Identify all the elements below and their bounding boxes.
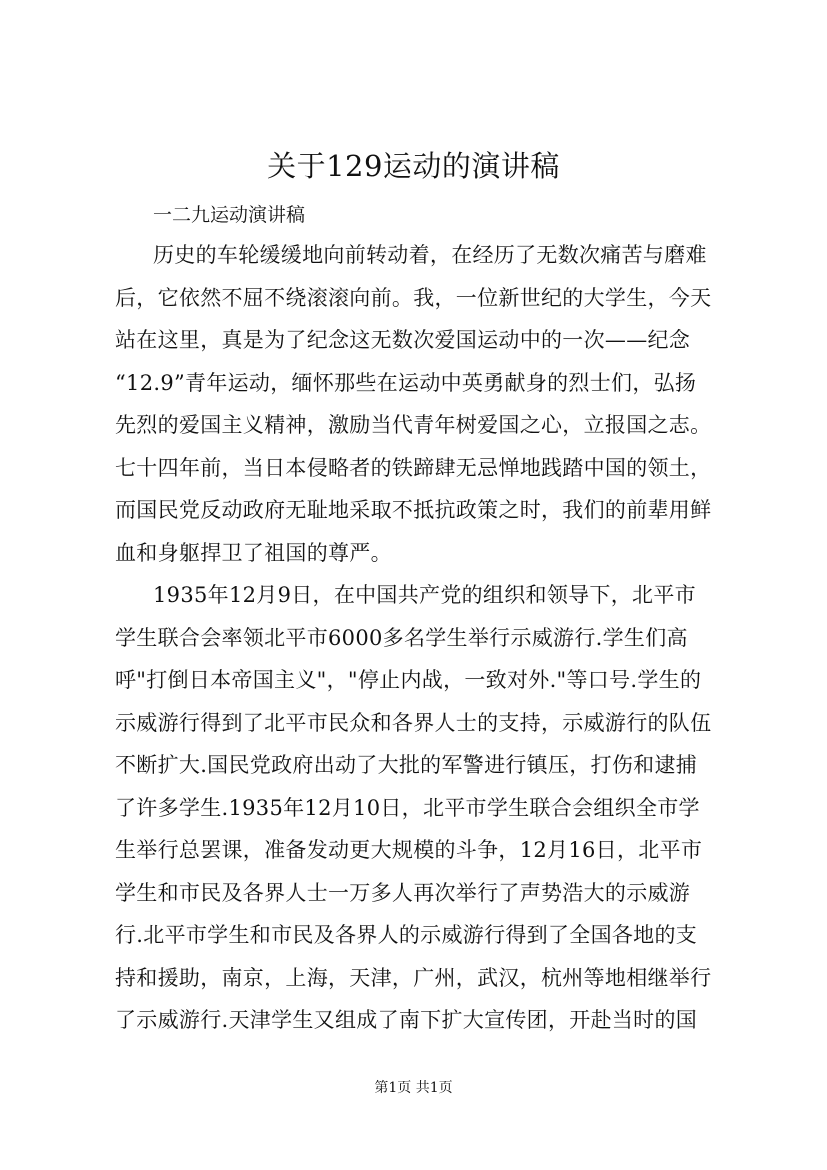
body-line: “12.9”青年运动，缅怀那些在运动中英勇献身的烈士们，弘扬 bbox=[115, 371, 697, 395]
body-line: 血和身躯捍卫了祖国的尊严。 bbox=[115, 541, 392, 565]
body-line: 七十四年前，当日本侵略者的铁蹄肆无忌惮地践踏中国的领土， bbox=[115, 456, 712, 480]
body-line: 了许多学生.1935年12月10日，北平市学生联合会组织全市学 bbox=[115, 796, 700, 820]
body-line: 示威游行得到了北平市民众和各界人士的支持，示威游行的队伍 bbox=[115, 711, 712, 735]
body-line: 而国民党反动政府无耻地采取不抵抗政策之时，我们的前辈用鲜 bbox=[115, 498, 712, 522]
body-line: 后，它依然不屈不绕滚滚向前。我，一位新世纪的大学生，今天 bbox=[115, 286, 712, 310]
body-line: 站在这里，真是为了纪念这无数次爱国运动中的一次——纪念 bbox=[115, 328, 691, 352]
page-footer: 第1页 共1页 bbox=[374, 1080, 453, 1096]
body-line: 学生和市民及各界人士一万多人再次举行了声势浩大的示威游 bbox=[115, 881, 691, 905]
document-subtitle: 一二九运动演讲稿 bbox=[153, 204, 306, 226]
body-line: 生举行总罢课，准备发动更大规模的斗争，12月16日，北平市 bbox=[115, 838, 703, 862]
body-line: 行.北平市学生和市民及各界人的示威游行得到了全国各地的支 bbox=[115, 923, 698, 947]
body-line: 呼"打倒日本帝国主义"，"停止内战，一致对外."等口号.学生的 bbox=[115, 668, 702, 692]
body-line: 历史的车轮缓缓地向前转动着，在经历了无数次痛苦与磨难 bbox=[153, 243, 707, 267]
body-line: 学生联合会率领北平市6000多名学生举行示威游行.学生们高 bbox=[115, 626, 688, 650]
body-line: 持和援助，南京，上海，天津，广州，武汉，杭州等地相继举行 bbox=[115, 966, 712, 990]
body-line: 不断扩大.国民党政府出动了大批的军警进行镇压，打伤和逮捕 bbox=[115, 753, 698, 777]
document-title: 关于129运动的演讲稿 bbox=[267, 149, 560, 183]
body-line: 1935年12月9日，在中国共产党的组织和领导下，北平市 bbox=[153, 583, 696, 607]
body-line: 了示威游行.天津学生又组成了南下扩大宣传团，开赴当时的国 bbox=[115, 1008, 698, 1032]
body-line: 先烈的爱国主义精神，激励当代青年树爱国之心，立报国之志。 bbox=[115, 413, 712, 437]
